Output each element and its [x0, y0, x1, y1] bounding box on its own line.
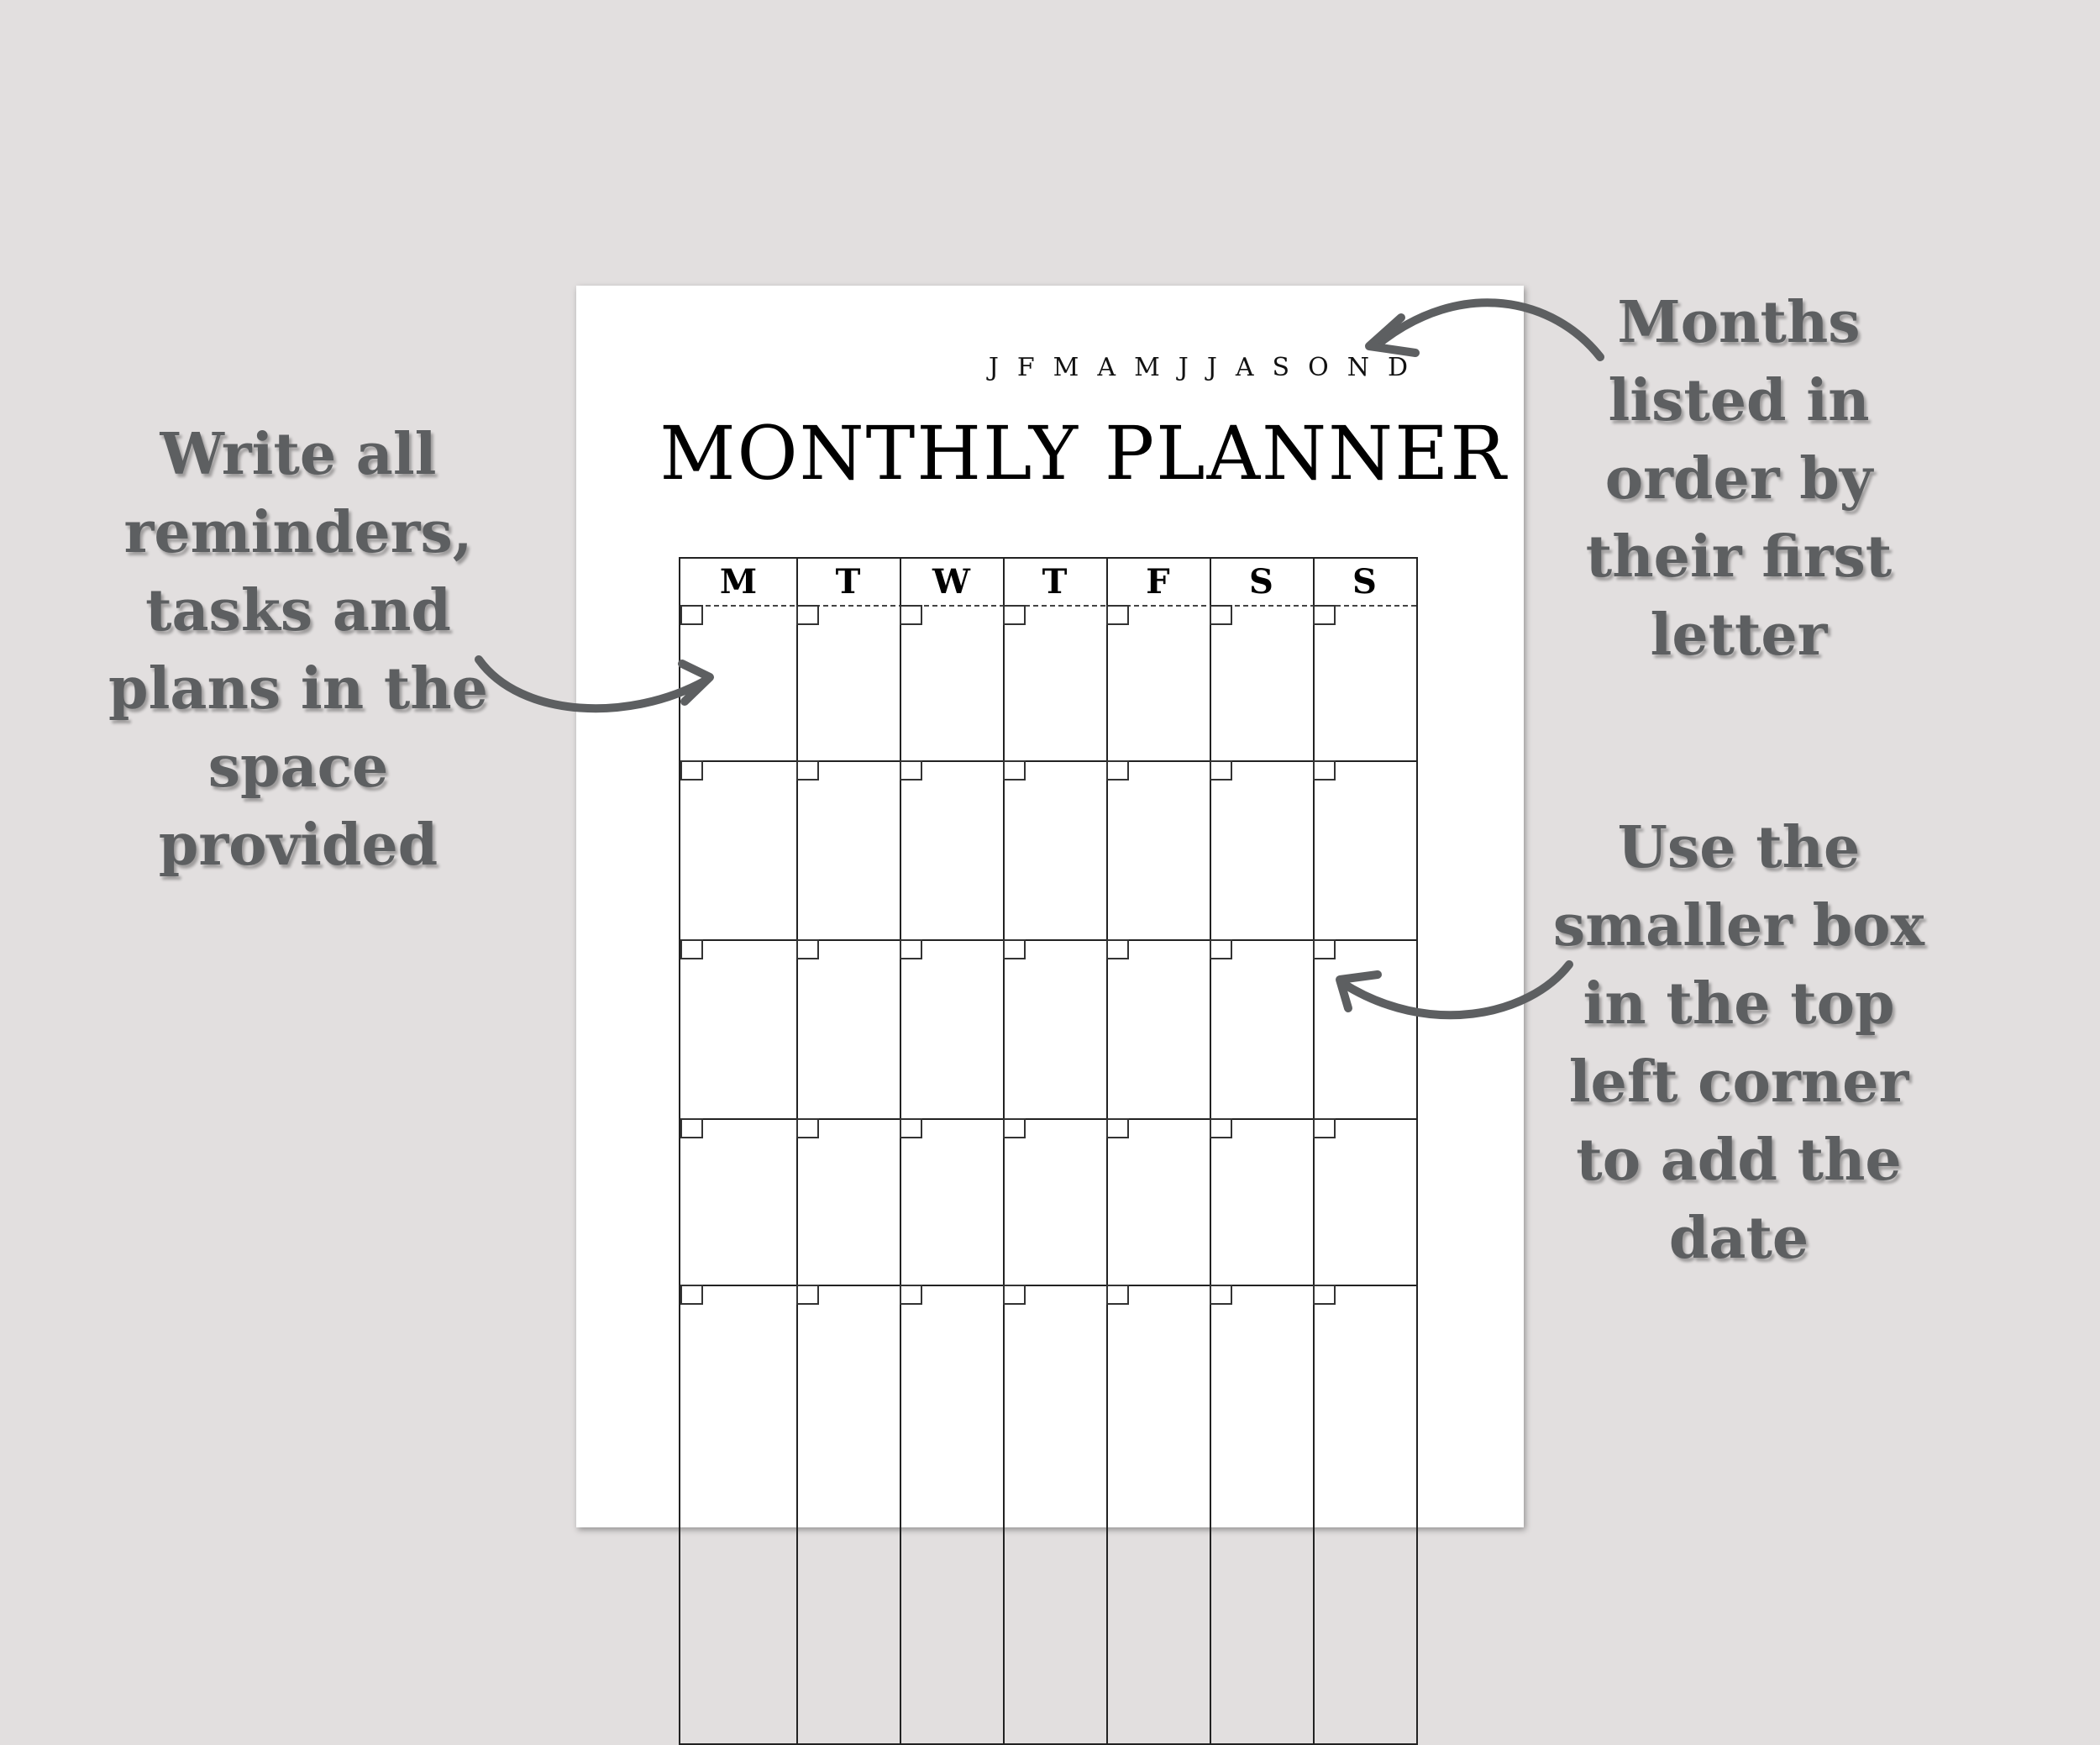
weekday-header: S: [1249, 562, 1273, 602]
month-initial: O: [1308, 353, 1329, 382]
month-initial: A: [1097, 353, 1116, 382]
annotation-line: letter: [1650, 602, 1828, 669]
month-initial: J: [988, 353, 999, 382]
annotation-line: plans in the: [108, 655, 488, 723]
month-initial: M: [1134, 353, 1160, 382]
weekday-header: T: [1042, 562, 1068, 602]
month-initial: F: [1016, 353, 1035, 382]
annotation-line: provided: [158, 812, 438, 879]
weekday-header: W: [932, 562, 970, 602]
month-initial: J: [1206, 353, 1217, 382]
annotation-line: Use the: [1617, 814, 1861, 881]
annotation-line: order by: [1604, 445, 1873, 512]
weekday-header: F: [1146, 562, 1170, 602]
month-initial: M: [1053, 353, 1079, 382]
month-initial: D: [1387, 353, 1408, 382]
annotation-line: in the top: [1583, 970, 1895, 1038]
annotation-line: Write all: [160, 421, 437, 488]
annotation-line: tasks and: [145, 577, 451, 644]
annotation-line: left corner: [1568, 1049, 1909, 1116]
weekday-header: M: [719, 562, 758, 602]
annotation-line: space: [207, 733, 389, 801]
annotation-line: reminders,: [123, 499, 473, 566]
month-initial: J: [1178, 353, 1189, 382]
annotation-line: their first: [1585, 523, 1893, 591]
annotation-line: to add the: [1576, 1127, 1902, 1194]
month-initial: N: [1347, 353, 1369, 382]
weekday-header: T: [835, 562, 861, 602]
arrow-to-grid-icon: [479, 660, 706, 708]
month-initial: A: [1235, 353, 1254, 382]
weekday-header: S: [1352, 562, 1377, 602]
annotation-line: smaller box: [1552, 892, 1925, 959]
planner-title: MONTHLY PLANNER: [659, 410, 1508, 497]
month-initial: S: [1272, 353, 1290, 382]
annotation-line: listed in: [1608, 367, 1870, 434]
annotation-line: date: [1668, 1205, 1809, 1272]
annotation-line: Months: [1617, 289, 1861, 356]
